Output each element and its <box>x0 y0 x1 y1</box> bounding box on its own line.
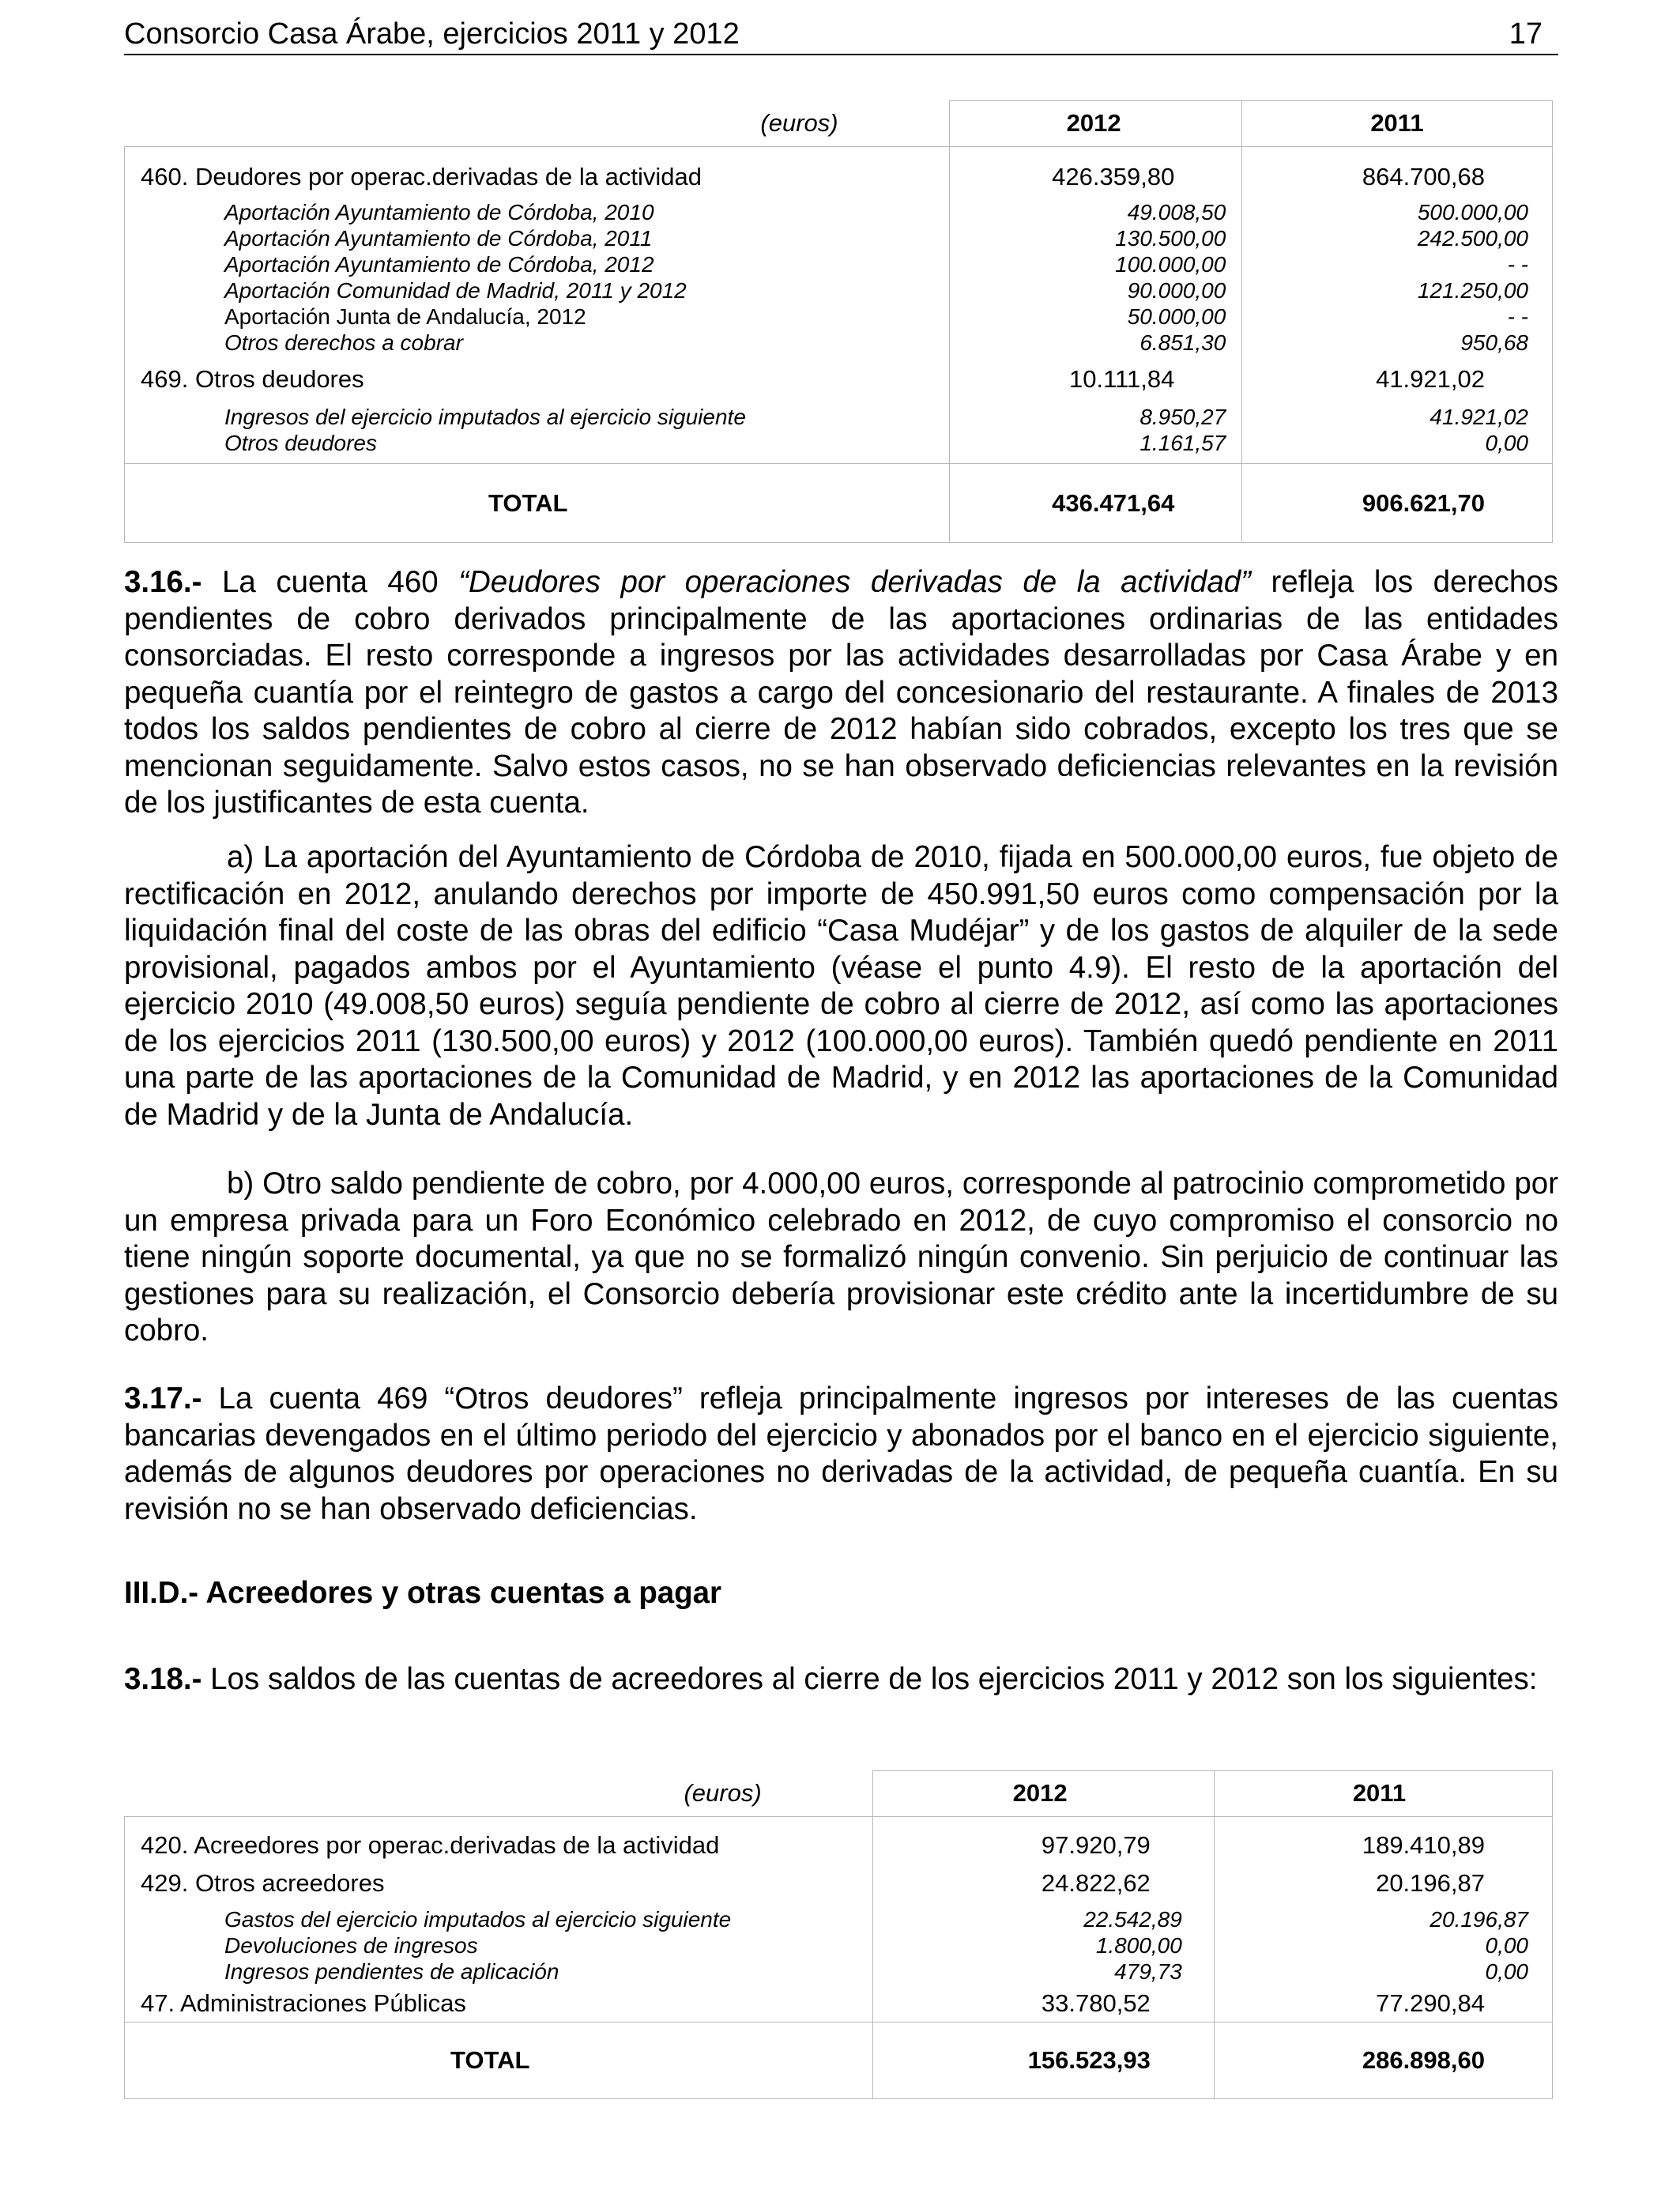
table-cell-value: 22.542,89 <box>1083 1907 1182 1932</box>
table1-total-2011: 906.621,70 <box>1362 489 1485 517</box>
page-number: 17 <box>1509 17 1543 51</box>
table2-col-2011 <box>1214 1771 1552 1817</box>
table-cell-value: 41.921,02 <box>1430 405 1528 429</box>
table1-unit-cell <box>125 101 950 147</box>
paragraph-3-18 <box>124 1661 1558 1698</box>
table-cell-value: 33.780,52 <box>1041 1989 1151 2017</box>
table-cell-value: 1.161,57 <box>1139 431 1226 455</box>
table-cell-value: 50.000,00 <box>1127 304 1226 329</box>
table2-total-2011-cell <box>1214 2022 1552 2099</box>
table-cell-value: 0,00 <box>1485 1933 1528 1958</box>
table-cell-value: 864.700,68 <box>1362 163 1485 190</box>
table1-total-label-cell <box>125 464 950 543</box>
table2-total-2012: 156.523,93 <box>1027 2046 1151 2074</box>
table2-col-2011-label: 2011 <box>1352 1779 1407 1807</box>
table-subrow-label: Gastos del ejercicio imputados al ejercicio siguiente <box>224 1907 732 1932</box>
paragraph-number: 3.16.- <box>124 565 202 599</box>
table-cell-value: 8.950,27 <box>1139 405 1226 429</box>
header-title: Consorcio Casa Árabe, ejercicios 2011 y 2012 <box>124 17 740 51</box>
paragraph-number: 3.17.- <box>124 1382 202 1416</box>
paragraph-text: Los saldos de las cuentas de acreedores al cierre de los ejercicios 2011 y 2012 son los siguientes: <box>202 1662 1538 1696</box>
table-subrow-label: Devoluciones de ingresos <box>224 1933 478 1958</box>
table2-values-2012 <box>872 1817 1214 2022</box>
table-row-label: 420. Acreedores por operac.derivadas de la actividad <box>141 1831 720 1859</box>
paragraph-3-16-b: b) Otro saldo pendiente de cobro, por 4.000,00 euros, corresponde al patrocinio comprometido por un empresa privada para un Foro Económico celebrado en 2012, de cuyo compromiso el consorcio no tiene ningún soporte documental, ya que no se formalizó ningún convenio. Sin perjuicio de continuar las gestiones para su realización, el Consorcio debería provisionar este crédito ante la incertidumbre de su cobro. <box>124 1167 1558 1348</box>
table-cell-value: 500.000,00 <box>1417 200 1528 224</box>
table-cell-value: - - <box>1507 252 1528 277</box>
table-row-label: 469. Otros deudores <box>141 365 364 393</box>
creditors-table <box>124 1770 1553 2099</box>
table-row-label: 47. Administraciones Públicas <box>141 1989 466 2017</box>
table-cell-value: 20.196,87 <box>1430 1907 1528 1932</box>
table2-total-label-cell <box>125 2022 873 2099</box>
section-title: III.D.- Acreedores y otras cuentas a pagar <box>124 1576 722 1610</box>
table-cell-value: 77.290,84 <box>1376 1989 1485 2017</box>
table-cell-value: 242.500,00 <box>1417 226 1528 251</box>
table-cell-value: 90.000,00 <box>1127 278 1226 303</box>
table1-col-2011 <box>1242 101 1553 147</box>
table1-total-label: TOTAL <box>488 489 568 517</box>
table1-col-2011-label: 2011 <box>1370 109 1424 137</box>
table-cell-value: 0,00 <box>1485 431 1528 455</box>
paragraph-3-16 <box>124 564 1558 822</box>
table-row-label: 460. Deudores por operac.derivadas de la actividad <box>141 163 703 190</box>
table-cell-value: 121.250,00 <box>1417 278 1528 303</box>
table2-values-2011 <box>1214 1817 1552 2022</box>
table-subrow-label: Aportación Junta de Andalucía, 2012 <box>224 304 586 329</box>
table-cell-value: - - <box>1507 304 1528 329</box>
table-cell-value: 20.196,87 <box>1376 1869 1485 1897</box>
table1-values-2012 <box>949 147 1242 464</box>
table-cell-value: 479,73 <box>1114 1959 1182 1984</box>
table2-labels <box>125 1817 873 2022</box>
table-cell-value: 1.800,00 <box>1095 1933 1182 1958</box>
paragraph-number: 3.18.- <box>124 1662 202 1696</box>
table2-unit-label: (euros) <box>684 1778 762 1807</box>
table2-col-2012-label: 2012 <box>1012 1779 1068 1807</box>
table1-values-2011 <box>1242 147 1553 464</box>
table1-total-2011-cell <box>1242 464 1553 543</box>
table-cell-value: 130.500,00 <box>1115 226 1226 251</box>
table2-col-2012 <box>872 1771 1214 1817</box>
paragraph-text: refleja los derechos pendientes de cobro derivados principalmente de las aportaciones ordinarias de las entidades consorciadas. El resto corresponde a ingresos por las actividades desarrolladas por Casa Árabe y en pequeña cuantía por el reintegro de gastos a cargo del concesionario del restaurante. A finales de 2013 todos los saldos pendientes de cobro al cierre de 2012 habían sido cobrados, excepto los tres que se mencionan seguidamente. Salvo estos casos, no se han observado deficiencias relevantes en la revisión de los justificantes de esta cuenta. <box>124 565 1558 820</box>
table-cell-value: 6.851,30 <box>1139 330 1226 355</box>
paragraph-3-16-a: a) La aportación del Ayuntamiento de Córdoba de 2010, fijada en 500.000,00 euros, fue objeto de rectificación en 2012, anulando derechos por importe de 450.991,50 euros como compensación por la liquidación final del coste de las obras del edificio “Casa Mudéjar” y de los gastos de alquiler de la sede provisional, pagados ambos por el Ayuntamiento (véase el punto 4.9). El resto de la aportación del ejercicio 2010 (49.008,50 euros) seguía pendiente de cobro al cierre de 2012, así como las aportaciones de los ejercicios 2011 (130.500,00 euros) y 2012 (100.000,00 euros). También quedó pendiente en 2011 una parte de las aportaciones de la Comunidad de Madrid, y en 2012 las aportaciones de la Comunidad de Madrid y de la Junta de Andalucía. <box>124 840 1558 1132</box>
table1-total-2012: 436.471,64 <box>1052 489 1175 517</box>
table-cell-value: 0,00 <box>1485 1959 1528 1984</box>
paragraph-text: La cuenta 469 “Otros deudores” refleja principalmente ingresos por intereses de las cuentas bancarias devengados en el último periodo del ejercicio y abonados por el banco en el ejercicio siguiente, además de algunos deudores por operaciones no derivadas de la actividad, de pequeña cuantía. En su revisión no se han observado deficiencias. <box>124 1382 1558 1526</box>
table-subrow-label: Otros deudores <box>224 431 377 455</box>
table-cell-value: 24.822,62 <box>1041 1869 1151 1897</box>
table2-total-2011: 286.898,60 <box>1362 2046 1485 2074</box>
account-name-quote: “Deudores por operaciones derivadas de la actividad” <box>458 565 1251 599</box>
table1-unit-label: (euros) <box>760 108 838 137</box>
debtors-table <box>124 100 1553 543</box>
table-subrow-label: Aportación Ayuntamiento de Córdoba, 2010 <box>224 200 654 224</box>
table-cell-value: 41.921,02 <box>1376 365 1485 393</box>
table-subrow-label: Ingresos del ejercicio imputados al ejercicio siguiente <box>224 405 746 429</box>
paragraph-3-17 <box>124 1381 1558 1528</box>
table-subrow-label: Aportación Comunidad de Madrid, 2011 y 2012 <box>224 278 687 303</box>
table-cell-value: 950,68 <box>1460 330 1528 355</box>
table-cell-value: 10.111,84 <box>1069 365 1175 393</box>
table1-col-2012 <box>949 101 1242 147</box>
running-header <box>124 14 1558 55</box>
table-cell-value: 189.410,89 <box>1362 1831 1485 1859</box>
table2-unit-cell <box>125 1771 873 1817</box>
table-row-label: 429. Otros acreedores <box>141 1869 385 1897</box>
table-subrow-label: Aportación Ayuntamiento de Córdoba, 2012 <box>224 252 654 277</box>
table-cell-value: 426.359,80 <box>1052 163 1175 190</box>
table2-total-2012-cell <box>872 2022 1214 2099</box>
table2-total-label: TOTAL <box>450 2046 530 2074</box>
table-cell-value: 97.920,79 <box>1041 1831 1151 1859</box>
table-subrow-label: Ingresos pendientes de aplicación <box>224 1959 559 1984</box>
table1-labels <box>125 147 950 464</box>
table-cell-value: 100.000,00 <box>1115 252 1226 277</box>
table-cell-value: 49.008,50 <box>1127 200 1226 224</box>
table1-total-2012-cell <box>949 464 1242 543</box>
paragraph-text: La cuenta 460 <box>202 565 459 599</box>
table-subrow-label: Otros derechos a cobrar <box>224 330 463 355</box>
table-subrow-label: Aportación Ayuntamiento de Córdoba, 2011 <box>224 226 653 251</box>
table1-col-2012-label: 2012 <box>1066 109 1121 137</box>
